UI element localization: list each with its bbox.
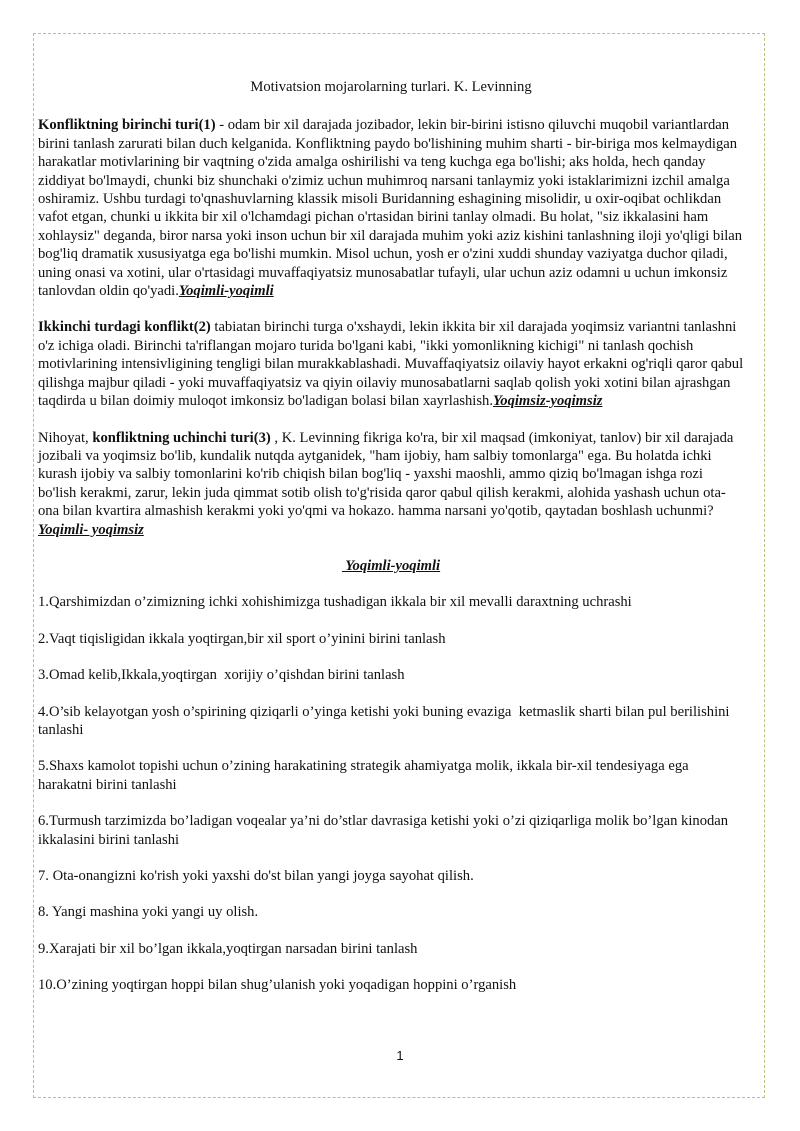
paragraph-tag: Yoqimli-yoqimli: [178, 283, 274, 300]
paragraph-conflict-type-3: [38, 429, 744, 539]
list-item: 9.Xarajati bir xil bo’lgan ikkala,yoqtirgan narsadan birini tanlash: [38, 940, 418, 957]
list-item: 3.Omad kelib,Ikkala,yoqtirgan xorijiy o’qishdan birini tanlash: [38, 667, 405, 684]
paragraph-bold-term: Ikkinchi turdagi konflikt(2): [38, 319, 211, 336]
document-body: [38, 78, 744, 995]
list-item: 6.Turmush tarzimizda bo’ladigan voqealar ya’ni do’stlar davrasiga ketishi yoki o’zi qiziqarliga molik bo’lgan kinodan ikkalasini birini tanlashi: [38, 813, 729, 848]
list-item: 5.Shaxs kamolot topishi uchun o’zining harakatining strategik ahamiyatga molik, ikkala bir-xil tendesiyaga ega harakatni birini tanlashi: [38, 758, 689, 793]
list-item: 8. Yangi mashina yoki yangi uy olish.: [38, 904, 259, 921]
list-item: 7. Ota-onangizni ko'rish yoki yaxshi do'st bilan yangi joyga sayohat qilish.: [38, 868, 474, 884]
paragraph-text: tabiatan birinchi turga o'xshaydi, lekin ikkita bir xil darajada yoqimsiz variantni tanlashni o'z ichiga oladi. Birinchi ta'riflangan mojaro turida bo'lgani kabi, "ikki yomonlikning kichigi" ni tanlash qochish motivlarining intensivligining tengligi bilan murakkablashadi. Muvaffaqiyatsiz oilaviy hayot erkakni og'riqli qaror qabul qilishga majbur qiladi - yoki muvaffaqiyatsiz va qiyin oilaviy munosabatlarni saqlab qolish yoki xotini bilan ajrashgan taqdirda u bilan doimiy muloqot imkonsiz bo'ladigan bolasi bilan xayrlashish.: [38, 319, 744, 410]
list-item: 2.Vaqt tiqisligidan ikkala yoqtirgan,bir xil sport o’yinini birini tanlash: [38, 630, 446, 647]
section-subheading: [38, 557, 744, 575]
paragraph-tag: Yoqimsiz-yoqimsiz: [492, 393, 603, 410]
list-item: 10.O’zining yoqtirgan hoppi bilan shug’ulanish yoki yoqadigan hoppini o’rganish: [38, 977, 517, 994]
list-item: 4.O’sib kelayotgan yosh o’spirining qiziqarli o’yinga ketishi yoki buning evaziga ketmaslik sharti bilan pul berilishini tanlashi: [38, 703, 734, 738]
paragraph-bold-term: konfliktning uchinchi turi(3): [92, 429, 271, 446]
paragraph-text: , K. Levinning fikriga ko'ra, bir xil maqsad (imkoniyat, tanlov) bir xil darajada jozibali va yoqimsiz bo'lib, kundalik nutqda aytganidek, "ham ijobiy, ham salbiy tomonlarga" ega. Bu holatda ichki kurash ijobiy va salbiy tomonlarini ko'rib chiqish bilan bog'liq - yaxshi maoshli, ammo qiziq bo'lmagan ishga rozi bo'lish kerakmi, zarur, lekin juda qimmat sotib olish to'g'risida qaror qabul qilish kerakmi, alohida yashash uchun ota-ona bilan kvartira almashish kerakmi yoki yo'qmi va hokazo. hamma narsani yo'qotib, qaytadan boshlash uchunmi?: [38, 429, 734, 520]
examples-list: [38, 593, 744, 994]
page-number: 1: [396, 1048, 404, 1063]
paragraph-prefix: Nihoyat,: [38, 429, 93, 446]
paragraph-text: - odam bir xil darajada jozibador, lekin bir-birini istisno qiluvchi muqobil variantlardan birini tanlash zarurati bilan duch kelganida. Konfliktning paydo bo'lishining muhim sharti - bir-biriga mos kelmaydigan harakatlar motivlarining bir vaqtning o'zida amalga oshirilishi va teng kuchga ega bo'lishi; aks holda, hech qanday ziddiyat bo'lmaydi, chunki biz shunchaki o'zimiz uchun muhimroq narsani tanlaymiz yoki istaklarimizni izchil amalga oshiramiz. Ushbu turdagi to'qnashuvlarning klassik misoli Buridanning eshagining misolidir, u oxir-oqibat ochlikdan vafot etgan, chunki u ikkita bir xil o'lchamdagi pichan o'rtasidan birini tanlay olmadi. Bu holat, "siz ikkalasini ham xohlaysiz" deganda, biror narsa yoki inson uchun bir xil darajada muhim yoki aziz kishini tanlashning iloji yo'qligi bilan bog'liq dramatik xususiyatga ega bo'lishi mumkin. Misol uchun, yosh er o'zini xuddi shunday vaziyatga duchor qiladi, uning onasi va xotini, ular o'rtasidagi muvaffaqiyatsiz munosabatlar tufayli, ular uchun aziz odamni u uchun imkonsiz tanlovdan oldin qo'yadi.: [38, 117, 743, 300]
paragraph-conflict-type-2: [38, 318, 744, 410]
paragraph-tag: Yoqimli- yoqimsiz: [38, 521, 144, 538]
paragraph-conflict-type-1: [38, 116, 744, 300]
subheading-text: Yoqimli-yoqimli: [341, 557, 441, 574]
paragraph-bold-term: Konfliktning birinchi turi(1): [38, 117, 216, 134]
list-item: 1.Qarshimizdan o’zimizning ichki xohishimizga tushadigan ikkala bir xil mevalli daraxtning uchrashi: [38, 594, 632, 611]
document-title: Motivatsion mojarolarning turlari. K. Levinning: [250, 79, 532, 95]
